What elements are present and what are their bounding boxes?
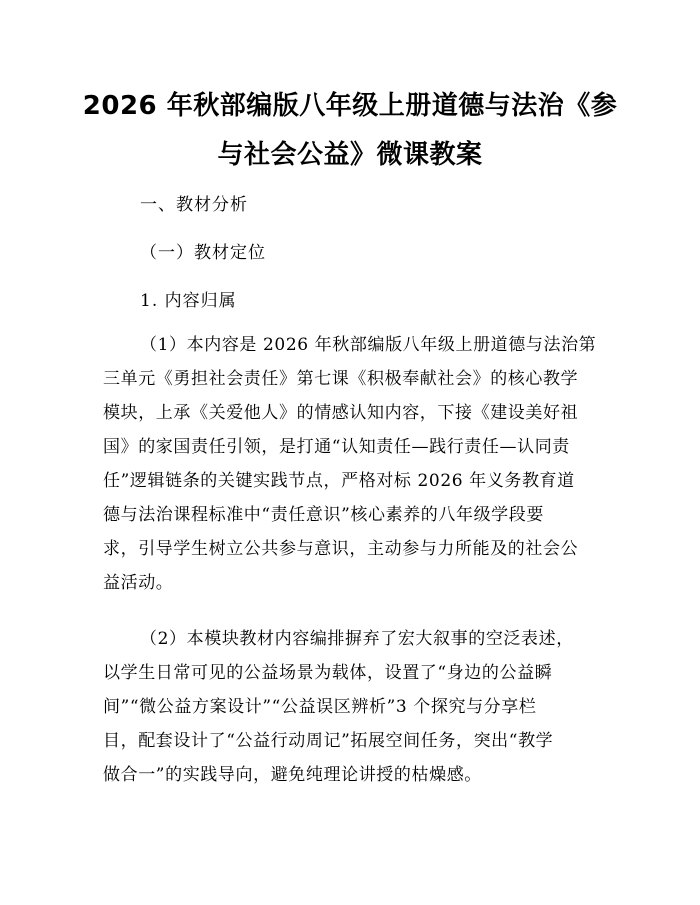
paragraph-1-line: 三单元《勇担社会责任》第七课《积极奉献社会》的核心教学 (103, 369, 579, 389)
document-title-line-2: 与社会公益》微课教案 (217, 140, 483, 170)
paragraph-2-line: 目，配套设计了“公益行动周记”拓展空间任务，突出“教学 (103, 731, 554, 751)
subsection-heading-content-affiliation: 1. 内容归属 (140, 291, 237, 311)
section-heading-teaching-material-analysis: 一、教材分析 (140, 195, 248, 215)
paragraph-1-line: 任”逻辑链条的关键实践节点，严格对标 2026 年义务教育道 (103, 471, 575, 491)
paragraph-2-line: 以学生日常可见的公益场景为载体，设置了“身边的公益瞬 (103, 663, 553, 683)
paragraph-1-line: 国》的家国责任引领，是打通“认知责任—践行责任—认同责 (103, 437, 570, 457)
paragraph-2-line: 间”“微公益方案设计”“公益误区辨析”3 个探究与分享栏 (103, 697, 537, 717)
paragraph-2-line: （2）本模块教材内容编排摒弃了宏大叙事的空泛表述， (140, 629, 574, 649)
paragraph-2-line: 做合一”的实践导向，避免纯理论讲授的枯燥感。 (103, 765, 482, 785)
paragraph-1-line: 德与法治课程标准中“责任意识”核心素养的八年级学段要 (103, 505, 544, 525)
paragraph-1-line: 求，引导学生树立公共参与意识，主动参与力所能及的社会公 (103, 539, 579, 559)
document-title-line-1: 2026 年秋部编版八年级上册道德与法治《参 (82, 91, 618, 121)
paragraph-1-line: （1）本内容是 2026 年秋部编版八年级上册道德与法治第 (140, 335, 597, 355)
paragraph-1-line: 益活动。 (103, 573, 174, 593)
paragraph-1-line: 模块，上承《关爱他人》的情感认知内容，下接《建设美好祖 (103, 403, 579, 423)
subsection-heading-material-positioning: （一）教材定位 (140, 243, 266, 263)
